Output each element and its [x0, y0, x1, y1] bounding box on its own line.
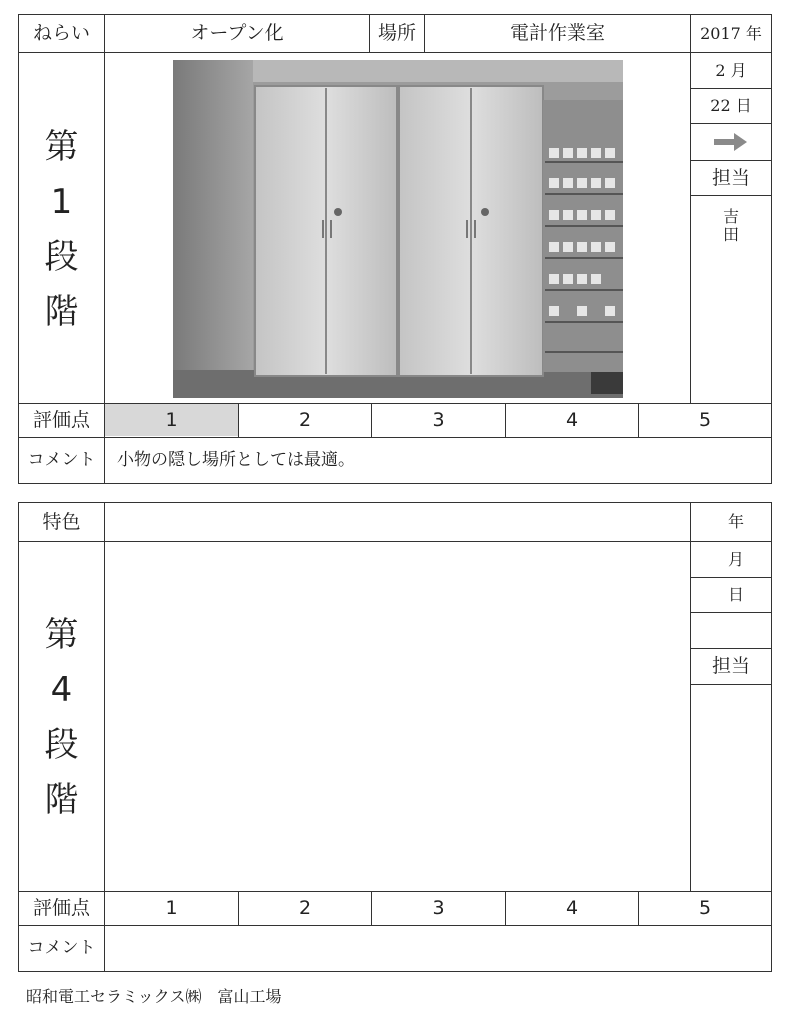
score-label: 評価点 [32, 897, 90, 919]
date-year: 2017 年 [700, 23, 762, 43]
date-month: 月 [727, 549, 744, 569]
person-label: 担当 [711, 655, 750, 677]
aim-value: オープン化 [190, 22, 284, 44]
person-name: 吉 田 [722, 207, 739, 244]
score-label: 評価点 [32, 409, 90, 431]
comment-label: コメント [27, 938, 96, 958]
place-label: 場所 [377, 22, 416, 44]
feature-value[interactable] [105, 503, 690, 541]
score-option-2[interactable]: 2 [298, 409, 312, 431]
date-day: 22 日 [710, 96, 752, 115]
score-option-1[interactable]: 1 [165, 897, 178, 919]
person-label: 担当 [711, 166, 750, 189]
score-option-3[interactable]: 3 [432, 409, 445, 431]
comment-text: 小物の隠し場所としては最適。 [117, 450, 355, 470]
place-value: 電計作業室 [509, 22, 605, 44]
aim-label: ねらい [32, 22, 90, 44]
score-option-4[interactable]: 4 [565, 409, 579, 431]
date-day: 日 [727, 585, 744, 604]
score-option-2[interactable]: 2 [298, 897, 312, 919]
arrow-slot [691, 613, 771, 648]
score-option-1[interactable]: 1 [165, 409, 178, 431]
score-option-5[interactable]: 5 [698, 409, 712, 431]
score-option-5[interactable]: 5 [698, 897, 712, 919]
date-year: 年 [727, 512, 744, 531]
score-option-3[interactable]: 3 [432, 897, 445, 919]
photo-area[interactable] [105, 542, 690, 891]
stage-label: 第 1 段 階 [44, 127, 79, 332]
right-arrow-icon [691, 124, 771, 160]
storage-cabinet-photo [173, 60, 623, 398]
date-month: 2 月 [715, 60, 747, 80]
comment-label: コメント [27, 450, 96, 470]
score-option-4[interactable]: 4 [565, 897, 579, 919]
stage-label: 第 4 段 階 [44, 615, 79, 820]
company-footer: 昭和電工セラミックス㈱ 富山工場 [26, 987, 282, 1006]
comment-text[interactable] [105, 926, 771, 971]
feature-label: 特色 [42, 510, 81, 533]
